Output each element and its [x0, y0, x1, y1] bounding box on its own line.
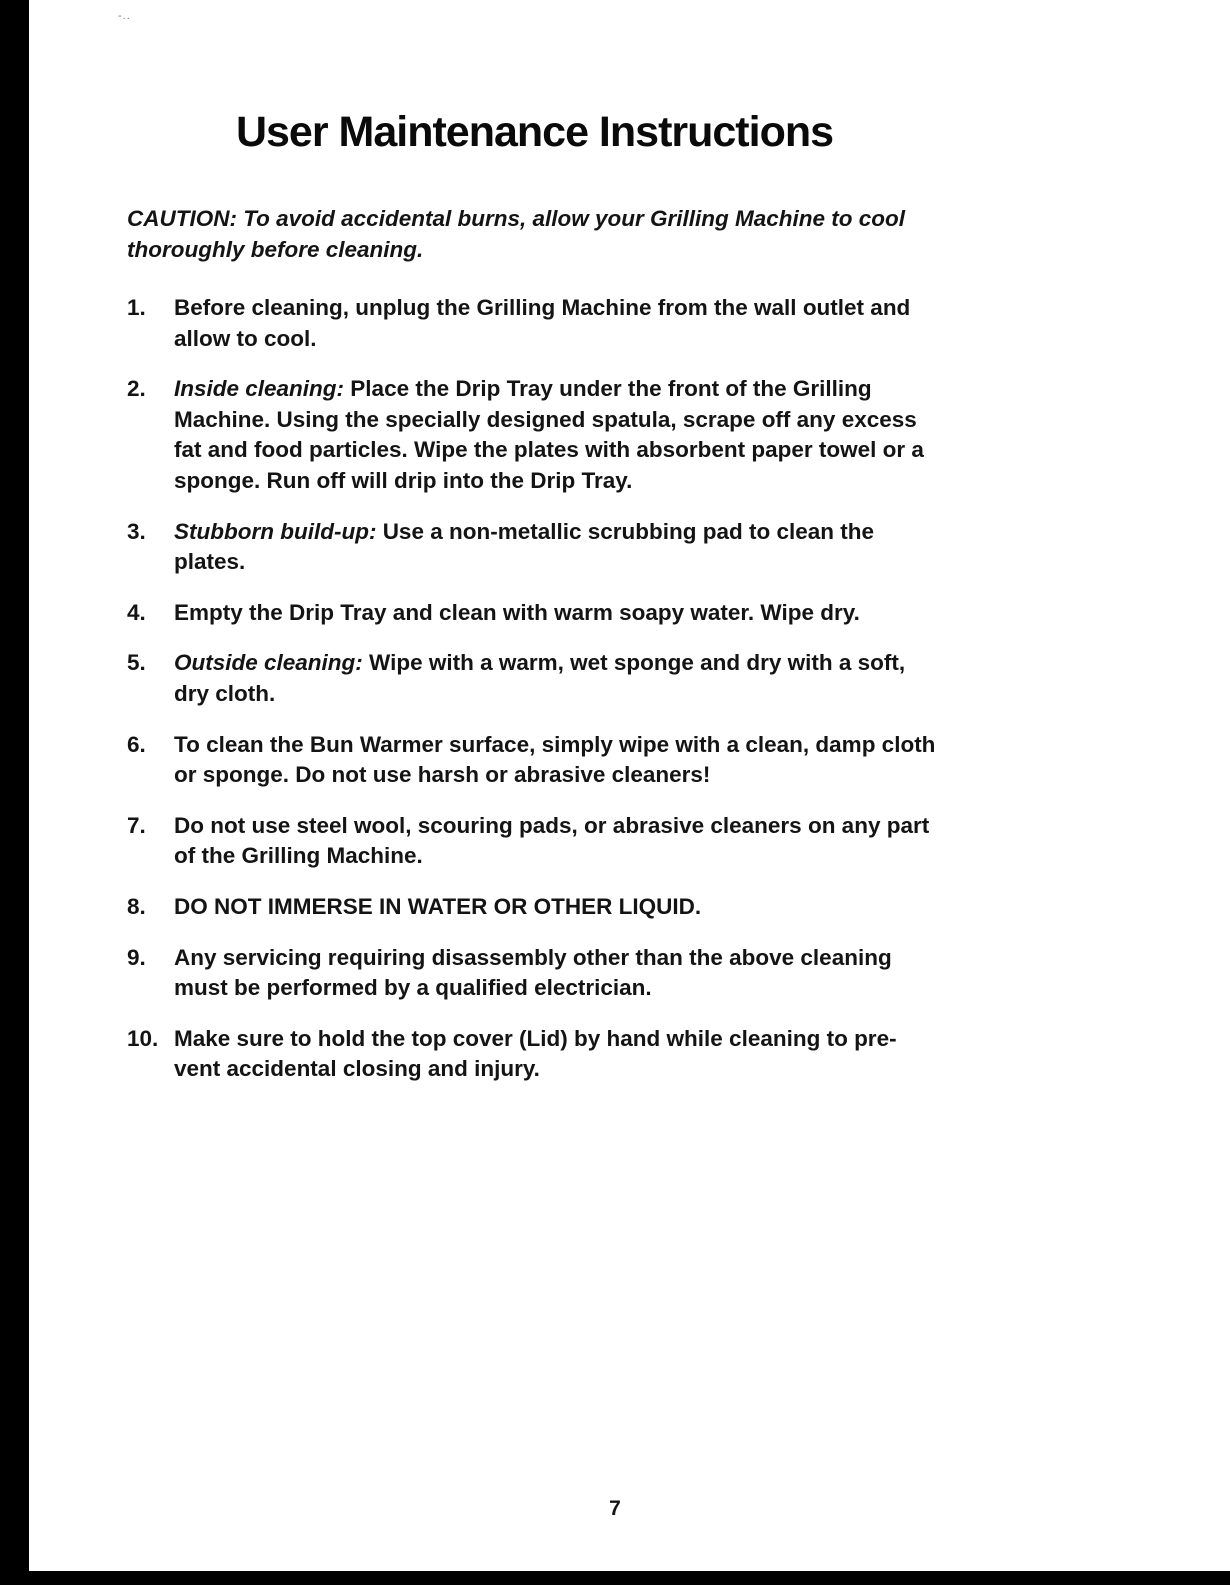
page-number: 7 [609, 1497, 621, 1520]
item-body: Use a non-metallic scrubbing pad to clean the plates. [174, 518, 875, 575]
list-item [127, 374, 942, 496]
item-text [174, 1024, 942, 1085]
item-lead: Inside cleaning: [174, 376, 351, 402]
list-item [127, 648, 942, 709]
item-body: Make sure to hold the top cover (Lid) by hand while cleaning to pre-vent accidental closing and injury. [174, 1025, 897, 1082]
list-item [127, 517, 942, 578]
list-item [127, 293, 942, 354]
item-text [174, 730, 942, 791]
item-number: 1. [127, 295, 146, 321]
item-body: To clean the Bun Warmer surface, simply wipe with a clean, damp cloth or sponge. Do not use harsh or abrasive cleaners! [174, 731, 936, 788]
item-number: 9. [127, 944, 146, 970]
instruction-list [127, 293, 942, 1085]
page-title: User Maintenance Instructions [235, 108, 834, 156]
list-item [127, 811, 942, 872]
list-item [127, 892, 942, 923]
item-lead: Stubborn build-up: [174, 518, 383, 544]
item-text [174, 943, 942, 1004]
item-body: Empty the Drip Tray and clean with warm soapy water. Wipe dry. [174, 599, 860, 625]
item-lead: Outside cleaning: [174, 650, 370, 676]
item-text [174, 892, 942, 923]
page-content [127, 108, 942, 1105]
item-text [174, 293, 942, 354]
item-text [174, 598, 942, 629]
left-scan-bar [0, 0, 29, 1585]
item-number: 10. [127, 1025, 159, 1051]
list-item [127, 1024, 942, 1085]
list-item [127, 730, 942, 791]
item-number: 3. [127, 518, 146, 544]
item-body: Any servicing requiring disassembly other than the above cleaning must be performed by a qualified electrician. [174, 944, 892, 1001]
item-body: Do not use steel wool, scouring pads, or abrasive cleaners on any part of the Grilling Machine. [174, 812, 930, 869]
item-number: 2. [127, 376, 146, 402]
item-number: 7. [127, 812, 146, 838]
scan-artifact: -.. [118, 10, 131, 22]
list-item [127, 598, 942, 629]
item-text [174, 811, 942, 872]
item-number: 8. [127, 894, 146, 919]
item-body: Place the Drip Tray under the front of the Grilling Machine. Using the specially designed spatula, scrape off any excess fat and food particles. Wipe the plates with absorbent paper towel or a sponge. Run off will drip into the Drip Tray. [174, 376, 924, 494]
item-number: 6. [127, 731, 146, 757]
item-text [174, 517, 942, 578]
item-body: Wipe with a warm, wet sponge and dry with a soft, dry cloth. [174, 650, 906, 707]
item-body: DO NOT IMMERSE IN WATER OR OTHER LIQUID. [174, 894, 702, 919]
item-number: 5. [127, 650, 146, 676]
item-text [174, 374, 942, 496]
bottom-scan-bar [29, 1571, 1230, 1585]
list-item [127, 943, 942, 1004]
item-text [174, 648, 942, 709]
item-body: Before cleaning, unplug the Grilling Machine from the wall outlet and allow to cool. [174, 295, 911, 351]
item-number: 4. [127, 599, 146, 625]
caution-text: CAUTION: To avoid accidental burns, allow your Grilling Machine to cool thoroughly before cleaning. [127, 206, 905, 263]
